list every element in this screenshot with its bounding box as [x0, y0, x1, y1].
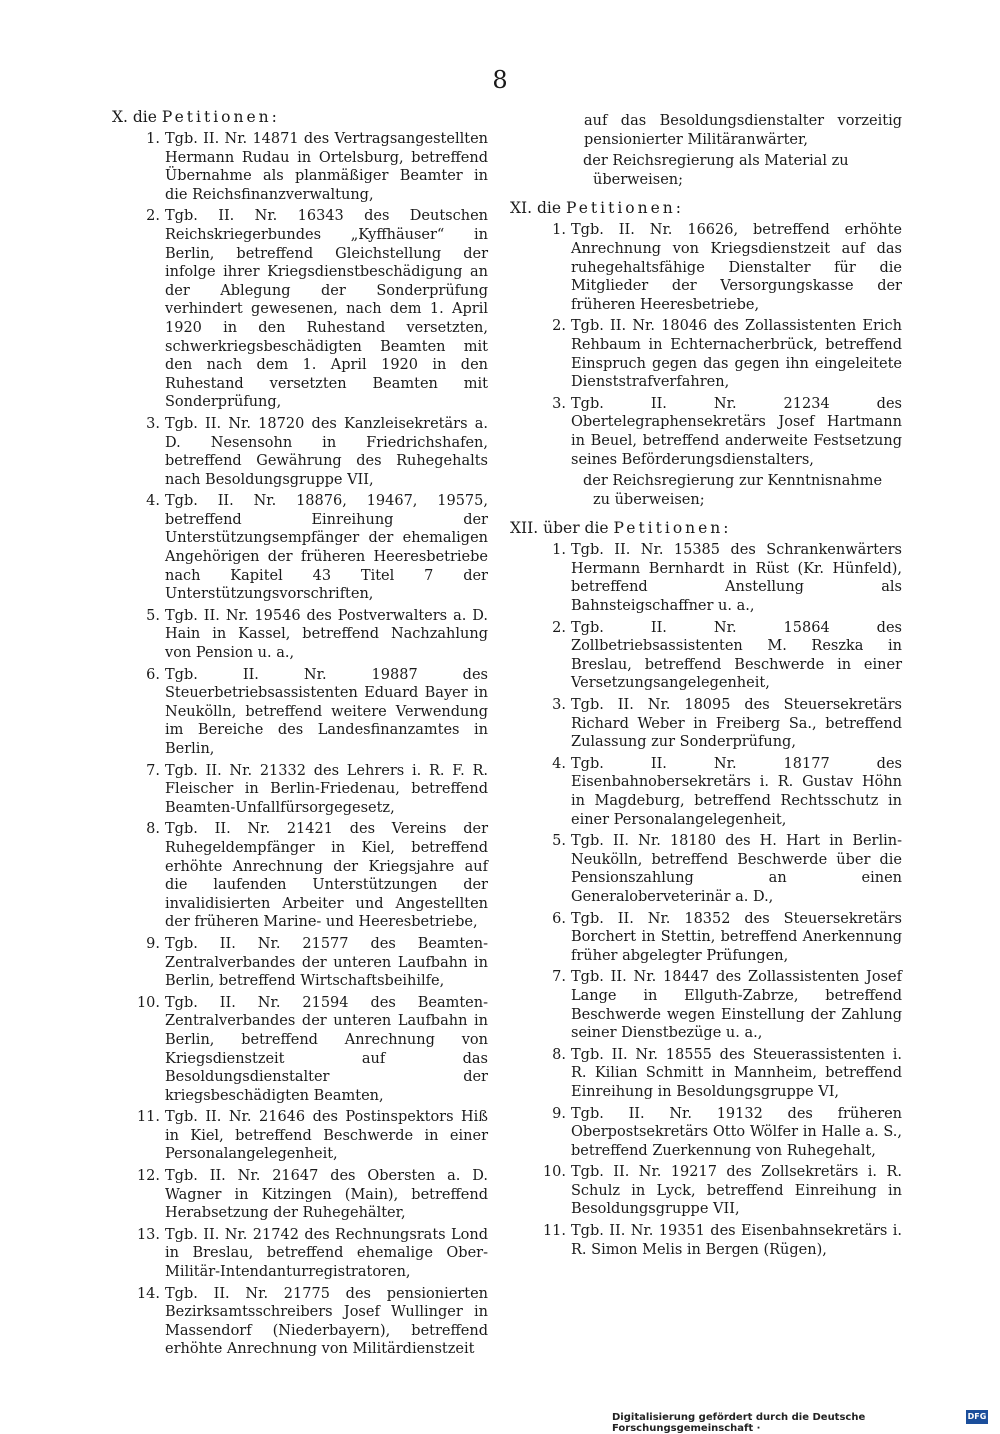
item-text: Tgb. II. Nr. 21646 des Postinspektors Hiß in Kiel, betreffend Beschwerde in einer Personalangelegenheit,: [165, 1109, 488, 1163]
list-item: [112, 1108, 488, 1164]
list-item: [112, 935, 488, 991]
item-number: 1.: [552, 542, 566, 559]
item-number: 10.: [136, 994, 160, 1011]
section-xi-instruction: der Reichsregierung zur Kenntnisnahme zu überweisen;: [583, 473, 883, 508]
item-number: 5.: [552, 833, 566, 850]
section-x-label: Petitionen:: [161, 108, 280, 126]
item-number: 2.: [552, 619, 566, 636]
item-text: Tgb. II. Nr. 18095 des Steuersekretärs Richard Weber in Freiberg Sa., betreffend Zulassung zur Sonderprüfung,: [571, 697, 902, 751]
list-item: [510, 541, 902, 615]
item-number: 6.: [552, 910, 566, 927]
list-item: [510, 832, 902, 906]
item-number: 4.: [146, 493, 160, 510]
item-text: Tgb. II. Nr. 15385 des Schrankenwärters Hermann Bernhardt in Rüst (Kr. Hünfeld), betreffend Anstellung als Bahnsteigschaffner u. a.,: [571, 542, 902, 615]
left-column: [112, 108, 488, 1362]
item-number: 7.: [146, 762, 160, 779]
item-number: 9.: [552, 1105, 566, 1122]
section-x-instruction: der Reichsregierung als Material zu überweisen;: [583, 153, 849, 188]
section-x-roman: X. die: [112, 108, 157, 126]
item-text: Tgb. II. Nr. 21234 des Obertelegraphensekretärs Josef Hartmann in Beuel, betreffend anderweite Festsetzung seines Beförderungsdienstalters,: [571, 395, 902, 468]
dfg-logo: DFG: [966, 1410, 988, 1424]
list-item: [112, 820, 488, 932]
page-number: 8: [492, 66, 508, 94]
section-xii-list: [510, 541, 902, 1259]
item-text: Tgb. II. Nr. 14871 des Vertragsangestellten Hermann Rudau in Ortelsburg, betreffend Übernahme als planmäßiger Beamter in die Reichsfinanzverwaltung,: [165, 131, 488, 203]
section-x-list: [112, 130, 488, 1359]
item-text: Tgb. II. Nr. 19132 des früheren Oberpostsekretärs Otto Wölfer in Halle a. S., betreffend Zuerkennung von Ruhegehalt,: [571, 1105, 902, 1159]
item-text: Tgb. II. Nr. 19546 des Postverwalters a. D. Hain in Kassel, betreffend Nachzahlung von Pension u. a.,: [165, 607, 488, 662]
list-item: [510, 1163, 902, 1219]
list-item: [510, 968, 902, 1042]
section-xii-heading: [510, 519, 902, 538]
item-number: 13.: [136, 1226, 160, 1243]
list-item: [112, 666, 488, 759]
right-column: [510, 112, 902, 1262]
item-text: Tgb. II. Nr. 18720 des Kanzleisekretärs a. D. Nesensohn in Friedrichshafen, betreffend Gewährung des Ruhegehalts nach Besoldungsgruppe VII,: [165, 415, 488, 488]
item-number: 9.: [146, 935, 160, 952]
item-text: Tgb. II. Nr. 21647 des Obersten a. D. Wagner in Kitzingen (Main), betreffend Herabsetzung der Ruhegehälter,: [165, 1168, 488, 1222]
item-text: Tgb. II. Nr. 19887 des Steuerbetriebsassistenten Eduard Bayer in Neukölln, betreffend weitere Verwendung im Bereiche des Landesfinanzamtes in Berlin,: [165, 666, 488, 757]
item-text: Tgb. II. Nr. 18555 des Steuerassistenten i. R. Kilian Schmitt in Mannheim, betreffend Einreihung in Besoldungsgruppe VI,: [571, 1046, 902, 1100]
section-xi-list: [510, 221, 902, 469]
list-item: [510, 395, 902, 469]
item-number: 4.: [552, 755, 566, 772]
item-number: 3.: [552, 697, 566, 714]
list-item: [510, 619, 902, 693]
section-x-heading: [112, 108, 488, 127]
item-text: Tgb. II. Nr. 21775 des pensionierten Bezirksamtsschreibers Josef Wullinger in Massendorf (Niederbayern), betreffend erhöhte Anrechnung von Militärdienstzeit: [165, 1285, 488, 1358]
list-item: [510, 221, 902, 314]
list-item: [112, 1285, 488, 1359]
list-item: [112, 762, 488, 818]
list-item: [510, 696, 902, 752]
item-text: Tgb. II. Nr. 21421 des Vereins der Ruhegeldempfänger in Kiel, betreffend erhöhte Anrechnung der Kriegsjahre auf die laufenden Unterstützungen der invalidisierten Arbeiter und Angestellten der früheren Marine- und Heeresbetriebe,: [165, 821, 488, 931]
section-xi-roman: XI. die: [510, 199, 562, 218]
list-item: [510, 755, 902, 829]
item-number: 3.: [146, 415, 160, 432]
item-number: 8.: [146, 821, 160, 838]
item-number: 2.: [552, 318, 566, 335]
list-item: [112, 130, 488, 204]
list-item: [112, 207, 488, 412]
list-item: [112, 607, 488, 663]
item-text: Tgb. II. Nr. 19351 des Eisenbahnsekretärs i. R. Simon Melis in Bergen (Rügen),: [571, 1223, 902, 1258]
section-x-continuation: auf das Besoldungsdienstalter vorzeitig pensionierter Militäranwärter,: [584, 113, 902, 148]
list-item: [510, 1046, 902, 1102]
list-item: [112, 994, 488, 1106]
item-number: 6.: [146, 666, 160, 683]
list-item: [112, 1167, 488, 1223]
item-text: Tgb. II. Nr. 16626, betreffend erhöhte Anrechnung von Kriegsdienstzeit auf das ruhegehaltsfähige Dienstalter für die Mitglieder der Versorgungskasse der früheren Heeresbetriebe,: [571, 222, 902, 313]
list-item: [112, 415, 488, 489]
item-number: 10.: [542, 1164, 566, 1181]
list-item: [112, 1226, 488, 1282]
list-item: [112, 492, 488, 604]
item-number: 2.: [146, 208, 160, 225]
section-xii-roman: XII. über die: [510, 519, 609, 538]
item-text: Tgb. II. Nr. 18352 des Steuersekretärs Borchert in Stettin, betreffend Anerkennung früher abgelegter Prüfungen,: [571, 910, 902, 964]
item-number: 14.: [136, 1285, 160, 1302]
list-item: [510, 1222, 902, 1259]
item-text: Tgb. II. Nr. 18046 des Zollassistenten Erich Rehbaum in Echternacherbrück, betreffend Einspruch gegen das gegen ihn eingeleitete Dienststrafverfahren,: [571, 318, 902, 391]
item-text: Tgb. II. Nr. 15864 des Zollbetriebsassistenten M. Reszka in Breslau, betreffend Beschwerde in einer Versetzungsangelegenheit,: [571, 619, 902, 692]
list-item: [510, 1105, 902, 1161]
item-number: 12.: [136, 1168, 160, 1185]
section-xi-label: Petitionen:: [566, 199, 684, 218]
item-number: 7.: [552, 969, 566, 986]
footer-credit: Digitalisierung gefördert durch die Deutsche Forschungsgemeinschaft ·: [612, 1412, 866, 1434]
item-text: Tgb. II. Nr. 18180 des H. Hart in Berlin-Neukölln, betreffend Beschwerde über die Pensionszahlung an einen Generaloberveterinär a. D.,: [571, 833, 902, 905]
item-text: Tgb. II. Nr. 21594 des Beamten-Zentralverbandes der unteren Laufbahn in Berlin, betreffend Anrechnung von Kriegsdienstzeit auf das Besoldungsdienstalter der kriegsbeschädigten Beamten,: [165, 994, 488, 1104]
item-number: 3.: [552, 395, 566, 412]
item-text: Tgb. II. Nr. 21577 des Beamten-Zentralverbandes der unteren Laufbahn in Berlin, betreffend Wirtschaftsbeihilfe,: [165, 935, 488, 990]
item-text: Tgb. II. Nr. 16343 des Deutschen Reichskriegerbundes „Kyffhäuser“ in Berlin, betreffend Gleichstellung der infolge ihrer Kriegsdienstbeschädigung an der Ablegung der Sonderprüfung verhindert gewesenen, nach dem 1. April 1920 in den Ruhestand versetzten, schwerkriegsbeschädigten Beamten mit den nach dem 1. April 1920 in den Ruhestand versetzten Beamten mit Sonderprüfung,: [165, 208, 488, 411]
item-text: Tgb. II. Nr. 19217 des Zollsekretärs i. R. Schulz in Lyck, betreffend Einreihung in Besoldungsgruppe VII,: [571, 1164, 902, 1218]
list-item: [510, 910, 902, 966]
list-item: [510, 317, 902, 391]
item-text: Tgb. II. Nr. 21742 des Rechnungsrats Lond in Breslau, betreffend ehemalige Ober-Militär-Intendanturregistratoren,: [165, 1226, 488, 1281]
item-text: Tgb. II. Nr. 18447 des Zollassistenten Josef Lange in Ellguth-Zabrze, betreffend Beschwerde wegen Einstellung der Zahlung seiner Dienstbezüge u. a.,: [571, 969, 902, 1042]
item-text: Tgb. II. Nr. 18876, 19467, 19575, betreffend Einreihung der Unterstützungsempfänger der ehemaligen Angehörigen der früheren Heeresbetriebe nach Kapitel 43 Titel 7 der Unterstützungsvorschriften,: [165, 493, 488, 603]
item-number: 11.: [136, 1109, 160, 1126]
item-text: Tgb. II. Nr. 21332 des Lehrers i. R. F. R. Fleischer in Berlin-Friedenau, betreffend Beamten-Unfallfürsorgegesetz,: [165, 762, 488, 816]
section-xii-label: Petitionen:: [613, 519, 732, 538]
item-number: 5.: [146, 607, 160, 624]
item-text: Tgb. II. Nr. 18177 des Eisenbahnobersekretärs i. R. Gustav Höhn in Magdeburg, betreffend Rechtsschutz in einer Personalangelegenheit,: [571, 755, 902, 828]
item-number: 8.: [552, 1046, 566, 1063]
item-number: 1.: [146, 131, 160, 147]
section-xi-heading: [510, 199, 902, 218]
item-number: 11.: [542, 1223, 566, 1240]
item-number: 1.: [552, 222, 566, 239]
